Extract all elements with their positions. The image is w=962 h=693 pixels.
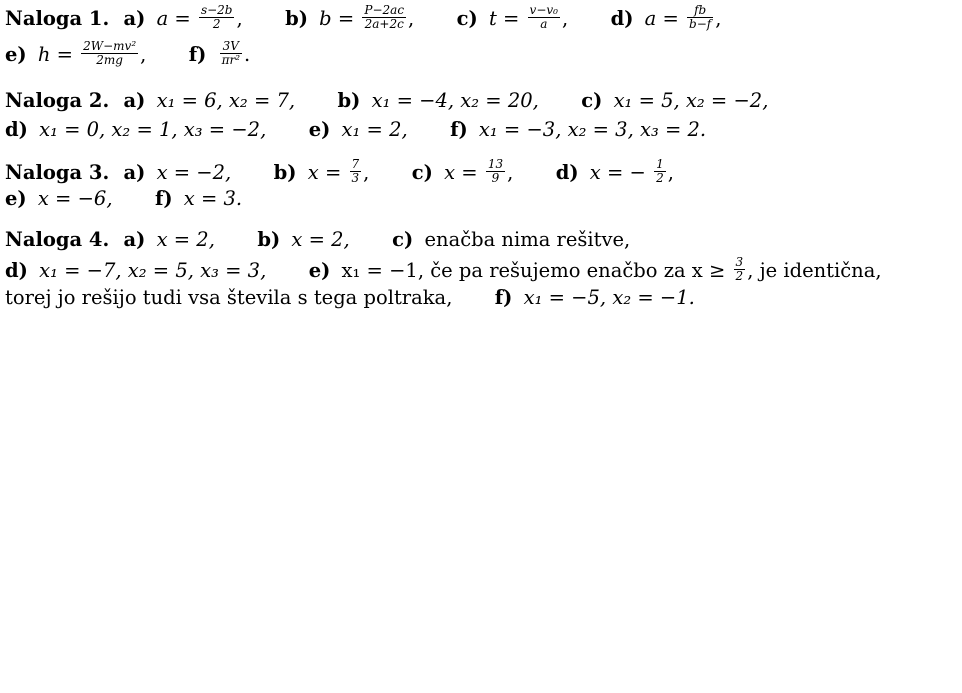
task1-line1 <box>5 3 722 33</box>
task1-b-numerator: P−2ac <box>364 3 405 17</box>
task4-e-denominator: 2 <box>735 269 744 283</box>
task1-f-numerator: 3V <box>220 40 242 54</box>
task1-c-lhs: t = <box>488 7 520 30</box>
task1-d-numerator: fb <box>687 4 713 18</box>
task1-e-fraction <box>81 40 138 67</box>
task4-b-text: x = 2, <box>291 228 350 251</box>
task4-e-text-after: , je identična, <box>747 259 882 282</box>
task1-e-numerator: 2W−mv² <box>83 39 137 53</box>
task1-d-lhs: a = <box>644 7 679 30</box>
task3-c-tail: , <box>507 161 514 184</box>
task2-c-label: c) <box>581 89 603 112</box>
task2-f-text: x₁ = −3, x₂ = 3, x₃ = 2. <box>478 118 707 141</box>
task3-f-text: x = 3. <box>183 187 243 210</box>
task1-c-numerator: v−v₀ <box>529 3 558 17</box>
task3-b-lhs: x = <box>307 161 342 184</box>
task1-f-denominator: πr² <box>221 53 241 67</box>
task3-c-numerator: 13 <box>487 157 504 171</box>
task2-f-label: f) <box>450 118 468 141</box>
task2-c-text: x₁ = 5, x₂ = −2, <box>613 89 769 112</box>
task1-c-label: c) <box>456 7 478 30</box>
task3-d-tail: , <box>667 161 674 184</box>
task4-f-text: x₁ = −5, x₂ = −1. <box>523 286 695 309</box>
task2-a-label: a) <box>123 89 146 112</box>
task2-a-text: x₁ = 6, x₂ = 7, <box>156 89 296 112</box>
task3-b-fraction <box>350 158 362 185</box>
task4-c-text: enačba nima rešitve, <box>424 228 631 251</box>
task1-d-denominator: b−f <box>689 17 712 31</box>
task3-c-lhs: x = <box>444 161 478 184</box>
task1-a-fraction <box>199 4 235 31</box>
task1-e-lhs: h = <box>37 43 73 66</box>
task1-b-fraction <box>362 4 406 31</box>
task1-b-denominator: 2a+2c <box>364 17 404 31</box>
task3-line1 <box>5 157 674 187</box>
task1-heading: Naloga 1. <box>5 7 110 30</box>
task4-heading: Naloga 4. <box>5 228 110 251</box>
task1-c-denominator: a <box>540 17 548 31</box>
task4-f-label: f) <box>494 286 513 309</box>
task3-e-text: x = −6, <box>37 187 113 210</box>
task3-line2 <box>5 188 242 210</box>
task1-f-label: f) <box>188 43 207 66</box>
task2-line1 <box>5 90 768 112</box>
task4-e-continuation: torej jo rešijo tudi vsa števila s tega poltraka, <box>5 286 453 309</box>
task3-c-fraction <box>486 158 505 185</box>
task2-heading: Naloga 2. <box>5 89 110 112</box>
task3-c-denominator: 9 <box>491 171 500 185</box>
task1-e-tail: , <box>140 43 147 66</box>
task4-d-label: d) <box>5 259 28 282</box>
task1-line2 <box>5 39 251 69</box>
task4-e-label: e) <box>308 259 331 282</box>
task4-e-numerator: 3 <box>735 255 744 269</box>
task3-d-label: d) <box>555 161 579 184</box>
task3-e-label: e) <box>5 187 27 210</box>
task4-b-label: b) <box>257 228 281 251</box>
task1-f-fraction <box>220 40 242 67</box>
task3-f-label: f) <box>154 187 173 210</box>
task3-a-label: a) <box>123 161 146 184</box>
task3-c-label: c) <box>411 161 433 184</box>
task1-b-tail: , <box>408 7 415 30</box>
task3-b-label: b) <box>273 161 297 184</box>
task3-b-tail: , <box>363 161 370 184</box>
task2-d-text: x₁ = 0, x₂ = 1, x₃ = −2, <box>39 118 267 141</box>
task1-a-label: a) <box>123 7 146 30</box>
task3-b-numerator: 7 <box>351 157 360 171</box>
task3-d-lhs: x = − <box>589 161 646 184</box>
task4-a-text: x = 2, <box>156 228 215 251</box>
task1-d-fraction <box>687 4 713 31</box>
task4-c-label: c) <box>392 228 414 251</box>
task3-b-denominator: 3 <box>351 171 360 185</box>
task1-d-tail: , <box>715 7 722 30</box>
task3-heading: Naloga 3. <box>5 161 110 184</box>
task4-line2 <box>5 255 882 285</box>
task1-d-label: d) <box>610 7 634 30</box>
task1-a-lhs: a = <box>156 7 191 30</box>
task4-e-fraction <box>734 256 746 283</box>
task3-d-numerator: 1 <box>656 157 664 171</box>
task1-c-fraction <box>528 4 560 31</box>
task1-c-tail: , <box>561 7 569 30</box>
task1-e-denominator: 2mg <box>96 53 123 67</box>
task1-a-denominator: 2 <box>212 17 221 31</box>
task4-line3 <box>5 287 695 309</box>
task3-d-denominator: 2 <box>656 171 664 185</box>
task1-f-tail: . <box>244 43 251 66</box>
task3-a-text: x = −2, <box>156 161 232 184</box>
task2-b-label: b) <box>337 89 361 112</box>
task2-b-text: x₁ = −4, x₂ = 20, <box>371 89 539 112</box>
task1-b-lhs: b = <box>319 7 355 30</box>
task2-d-label: d) <box>5 118 28 141</box>
task2-e-label: e) <box>308 118 331 141</box>
task2-e-text: x₁ = 2, <box>341 118 408 141</box>
task1-a-numerator: s−2b <box>200 3 233 17</box>
task3-d-fraction <box>654 158 666 185</box>
task4-a-label: a) <box>123 228 146 251</box>
task4-d-text: x₁ = −7, x₂ = 5, x₃ = 3, <box>39 259 267 282</box>
task1-b-label: b) <box>285 7 308 30</box>
task2-line2 <box>5 119 706 141</box>
task4-line1 <box>5 229 630 251</box>
task1-e-label: e) <box>5 43 27 66</box>
task1-a-tail: , <box>236 7 243 30</box>
task4-e-text-before: x₁ = −1, če pa rešujemo enačbo za x ≥ <box>341 259 726 282</box>
